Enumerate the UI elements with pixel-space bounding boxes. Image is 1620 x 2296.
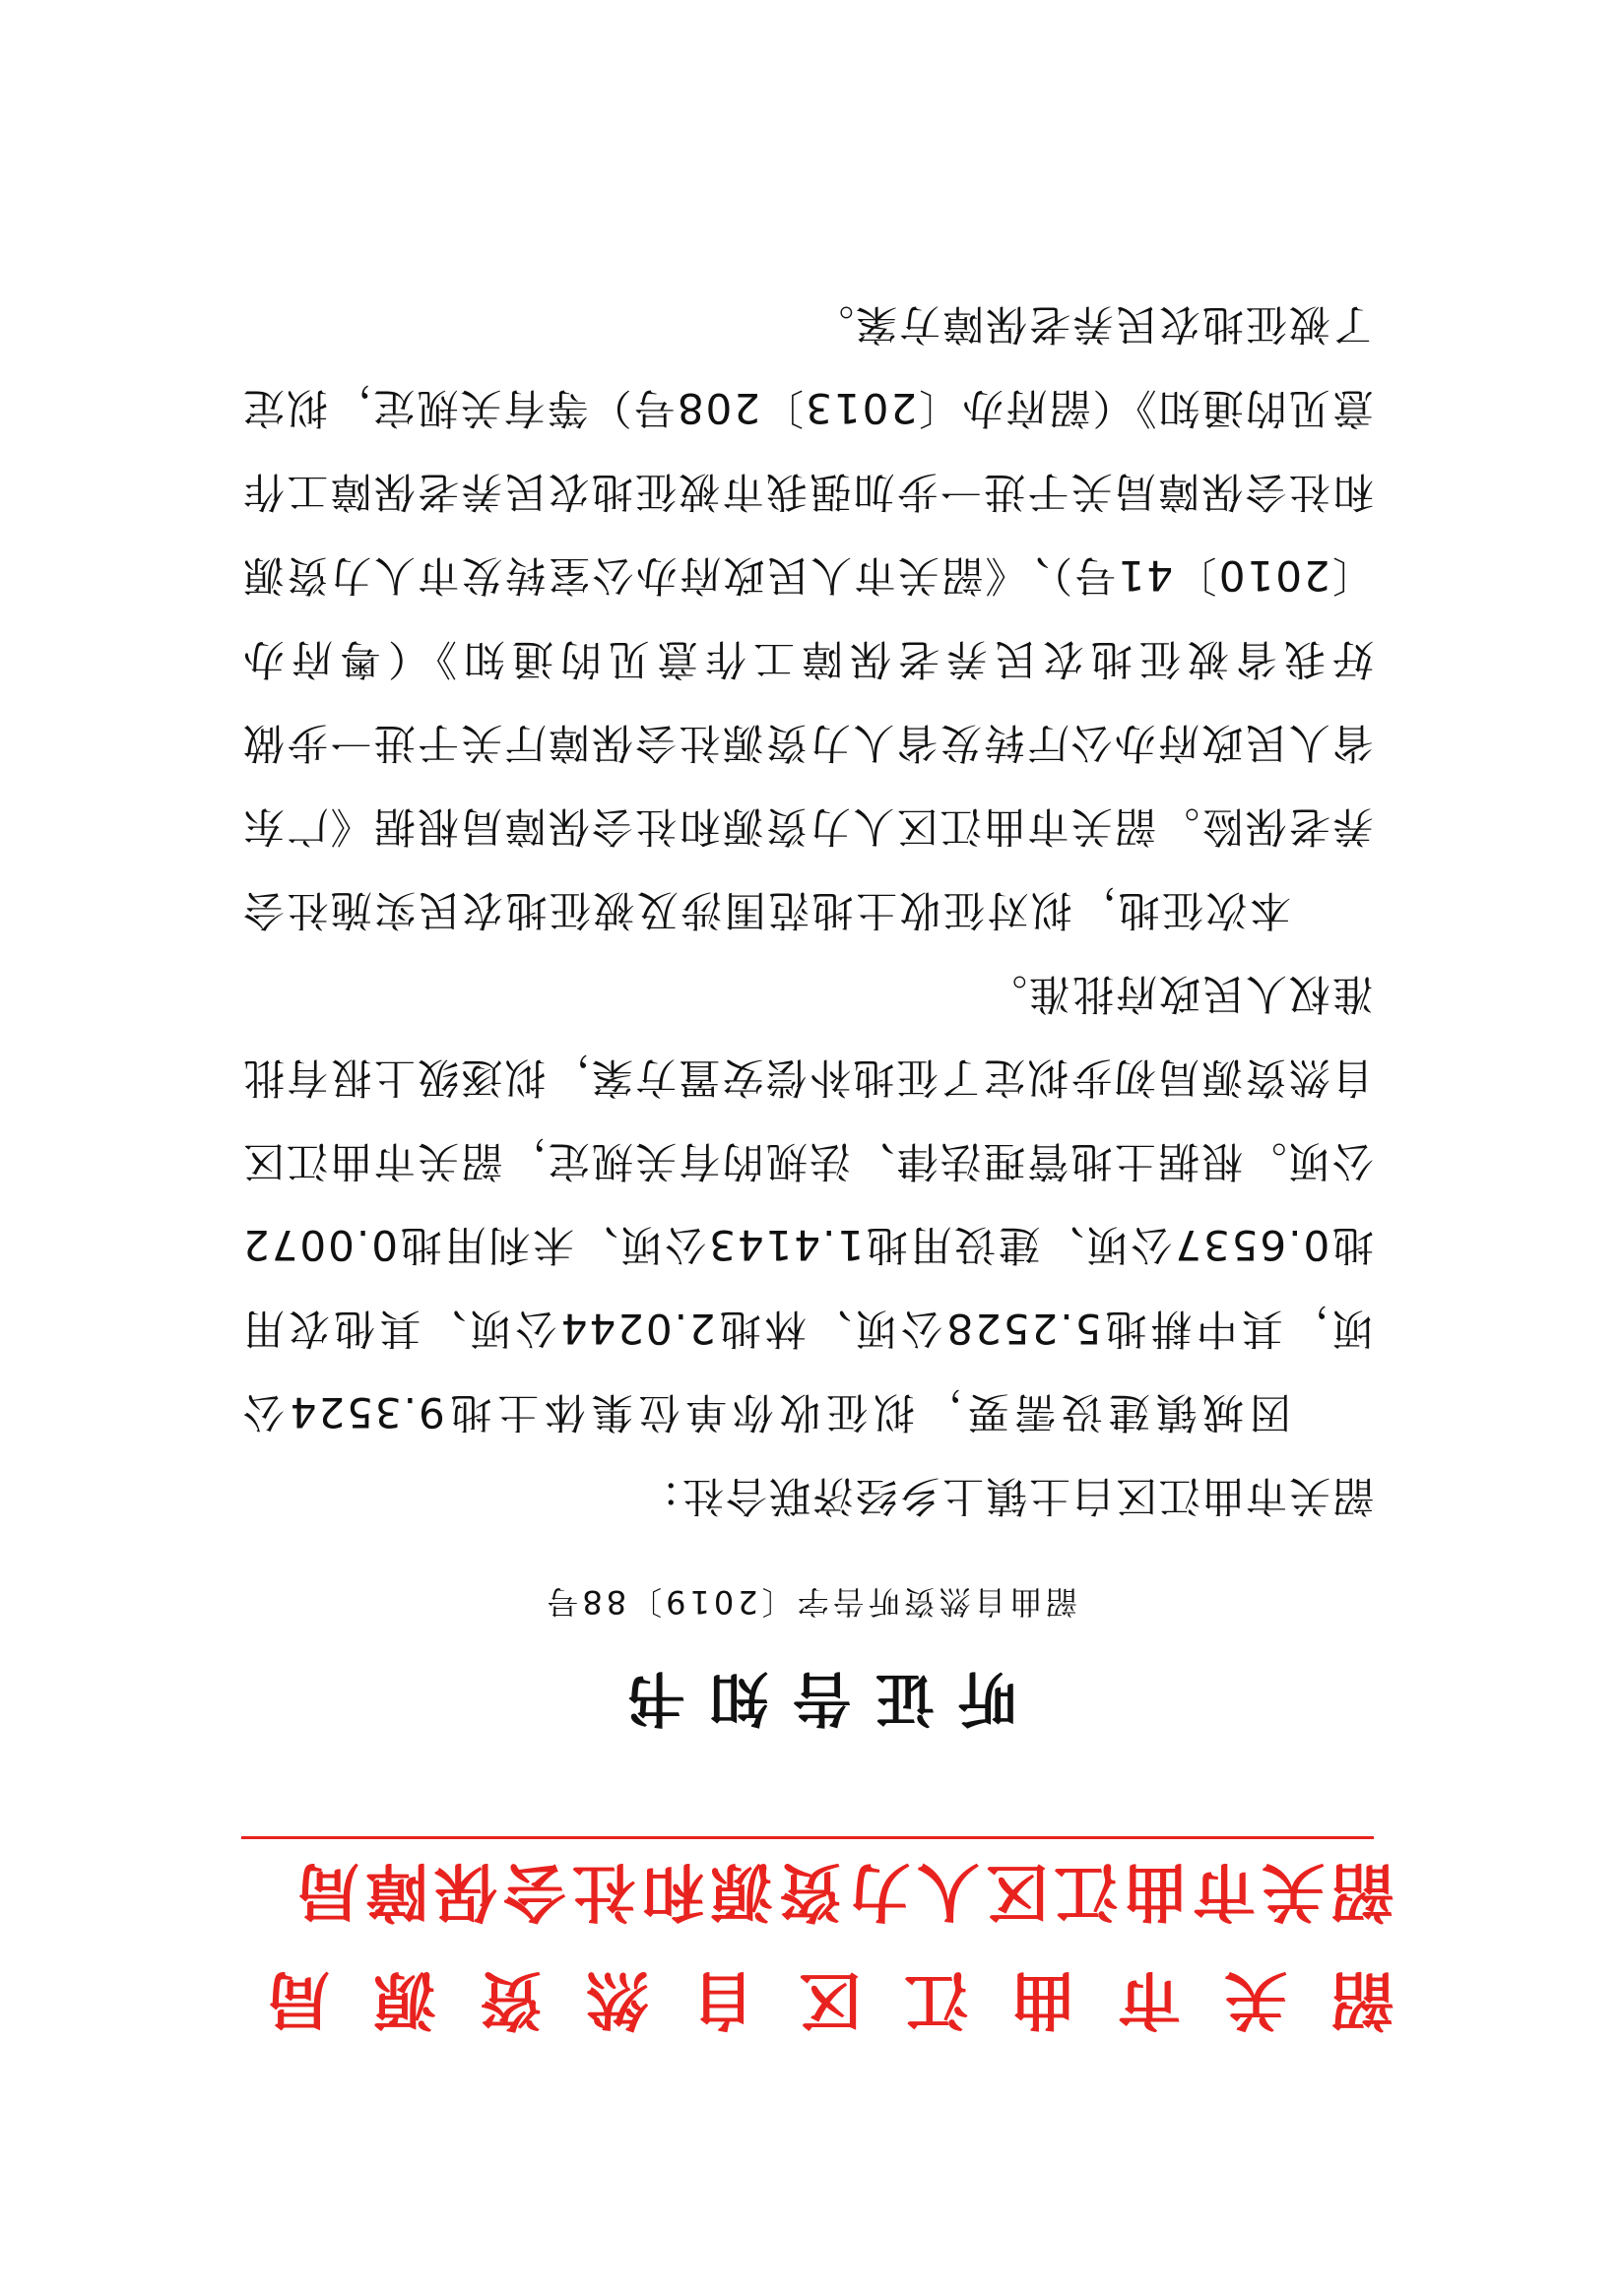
document-number: 韶曲自然资听告字〔2019〕88号 [543,1583,1077,1621]
issuing-agency-natural-resources: 韶关市曲江区自然资源局 [224,1962,1393,2036]
issuing-agency-human-resources: 韶关市曲江区人力资源和社会保障局 [291,1854,1393,1928]
body-paragraph-pension-insurance: 本次征地，拟对征收土地范围涉及被征地农民实施社会养老保险。韶关市曲江区人力资源和社会保障局根据《广东省人民政府办公厅转发省人力资源社会保障厅关于进一步做好我省被征地农民养老保障工作意见的通知》（粤府办〔2010〕41号）、《韶关市人民政府办公室转发市人力资源和社会保障局关于进一步加强我市被征地农民养老保障工作意见的通知》（韶府办〔2013〕208号）等有关规定，拟定了被征地农民养老保障方案。 [241,300,1374,934]
document-body [241,283,1374,1538]
addressee: 韶关市曲江区白土镇上乡经济联合社： [636,1472,1374,1520]
red-divider-line [241,1836,1374,1839]
body-paragraph-land-acquisition: 因城镇建设需要，拟征收你单位集体土地9.3524公顷，其中耕地5.2528公顷、林地2.0244公顷、其他农用地0.6537公顷、建设用地1.4143公顷、未利用地0.0072公顷。根据土地管理法律、法规的有关规定，韶关市曲江区自然资源局初步拟定了征地补偿安置方案，拟逐级上报有批准权人民政府批准。 [241,970,1374,1436]
document-title: 听证告知书 [603,1663,1017,1732]
